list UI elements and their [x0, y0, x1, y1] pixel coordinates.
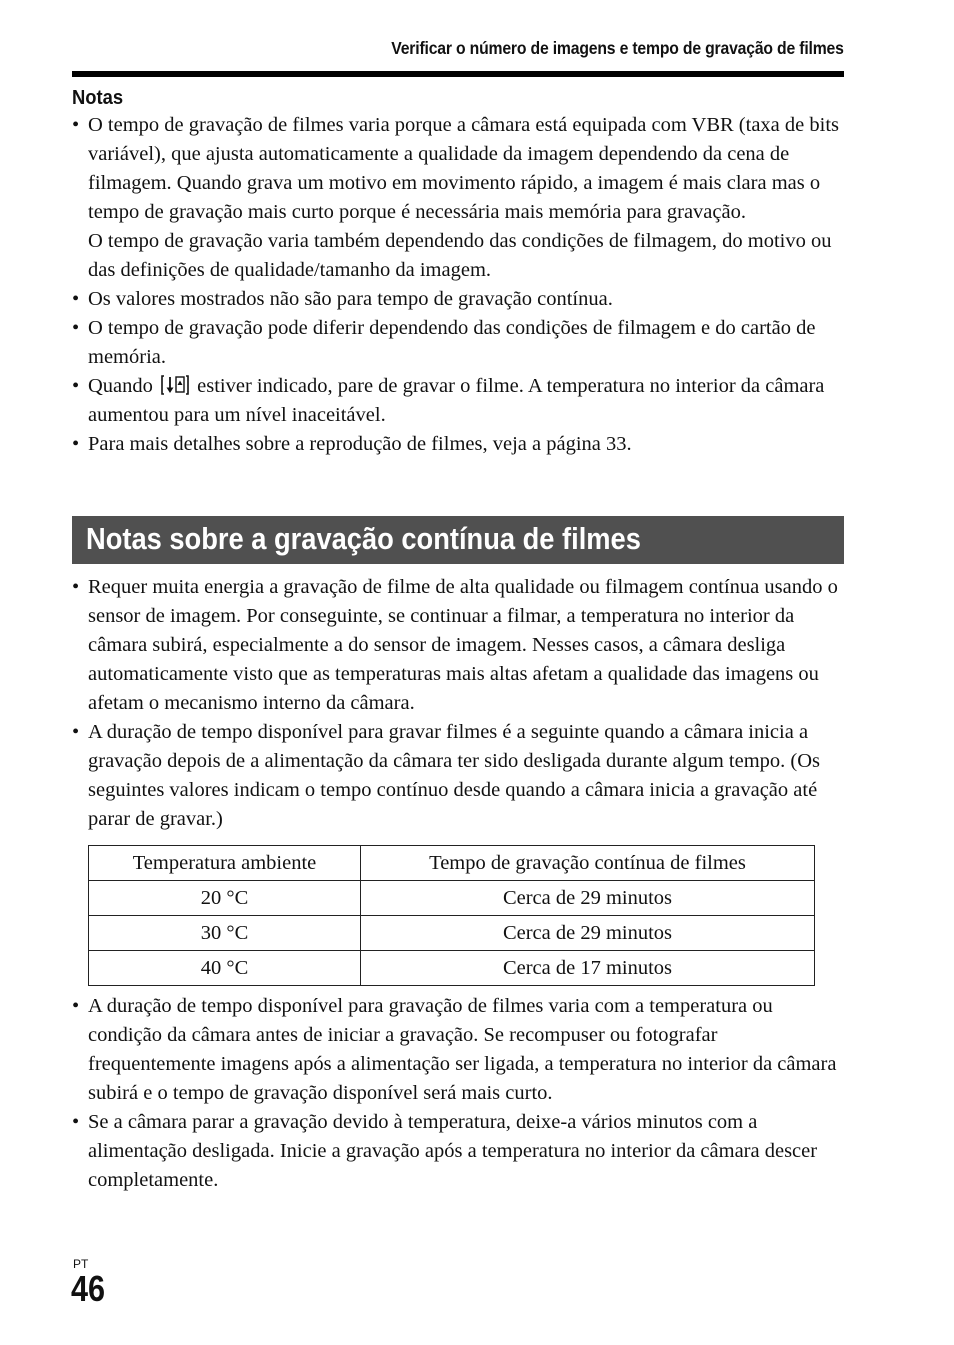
- note-4-text-before: Quando: [88, 375, 153, 397]
- table-cell: 20 °C: [89, 881, 361, 916]
- list-item: [72, 372, 844, 430]
- section-list-top: [72, 573, 844, 834]
- table-header-cell: Temperatura ambiente: [89, 846, 361, 881]
- table-row: [89, 881, 815, 916]
- table-cell: 30 °C: [89, 916, 361, 951]
- note-1-paragraph-1: • O tempo de gravação de filmes varia porque a câmara está equipada com VBR (taxa de bits variável), que ajusta automaticamente a qualidade da imagem dependendo da cena de filmagem. Quando grava um motivo em movimento rápido, a imagem é mais clara mas o tempo de gravação mais curto porque é necessária mais memória para gravação.: [88, 114, 839, 223]
- notes-list-container: [72, 111, 844, 459]
- section-title: Notas sobre a gravação contínua de filmes: [86, 521, 641, 556]
- temperature-warning-icon: [161, 374, 189, 396]
- table-cell: Cerca de 29 minutos: [361, 881, 815, 916]
- recording-time-table: [88, 845, 815, 986]
- table-cell: Cerca de 17 minutos: [361, 951, 815, 986]
- list-item: • Os valores mostrados não são para tempo de gravação contínua.: [72, 285, 844, 314]
- list-item: • Se a câmara parar a gravação devido à temperatura, deixe-a vários minutos com a alimentação desligada. Inicie a gravação após a temperatura no interior da câmara descer completamente.: [72, 1108, 844, 1195]
- section-list-bottom: [72, 992, 844, 1195]
- table-row: [89, 916, 815, 951]
- section-heading-bar: [72, 516, 844, 564]
- notes-list: [72, 111, 844, 459]
- notes-heading: Notas: [72, 87, 124, 109]
- table-header-row: [89, 846, 815, 881]
- table-cell: Cerca de 29 minutos: [361, 916, 815, 951]
- list-item: • A duração de tempo disponível para gravação de filmes varia com a temperatura ou condição da câmara antes de iniciar a gravação. Se recompuser ou fotografar frequentemente imagens após a alimentação ser ligada, a temperatura no interior da câmara subirá e o tempo de gravação disponível será mais curto.: [72, 992, 844, 1108]
- table-row: [89, 951, 815, 986]
- list-item: • Para mais detalhes sobre a reprodução de filmes, veja a página 33.: [72, 430, 844, 459]
- list-item: • A duração de tempo disponível para gravar filmes é a seguinte quando a câmara inicia a gravação depois de a alimentação da câmara ter sido desligada durante algum tempo. (Os seguintes valores indicam o tempo contínuo desde quando a câmara inicia a gravação até parar de gravar.): [72, 718, 844, 834]
- section-bullets-bottom: [72, 992, 844, 1195]
- list-item: • Requer muita energia a gravação de filme de alta qualidade ou filmagem contínua usando o sensor de imagem. Por conseguinte, se continuar a filmar, a temperatura no interior da câmara subirá, especialmente a do sensor de imagem. Nesses casos, a câmara desliga automaticamente visto que as temperaturas mais altas afetam a qualidade das imagens ou afetam o mecanismo interno da câmara.: [72, 573, 844, 718]
- note-1-paragraph-2: O tempo de gravação varia também dependendo das condições de filmagem, do motivo ou das definições de qualidade/tamanho da imagem.: [88, 230, 832, 281]
- list-item: • O tempo de gravação pode diferir dependendo das condições de filmagem e do cartão de memória.: [72, 314, 844, 372]
- page-number: 46: [71, 1268, 106, 1309]
- section-bullets-top: [72, 573, 844, 834]
- header-rule: [72, 71, 844, 77]
- language-code: PT: [73, 1257, 89, 1271]
- note-4-text-after: estiver indicado, pare de gravar o filme. A temperatura no interior da câmara aumentou para um nível inaceitável.: [88, 375, 825, 426]
- running-header: Verificar o número de imagens e tempo de gravação de filmes: [391, 38, 844, 58]
- table-header-cell: Tempo de gravação contínua de filmes: [361, 846, 815, 881]
- list-item: [72, 111, 844, 285]
- table-cell: 40 °C: [89, 951, 361, 986]
